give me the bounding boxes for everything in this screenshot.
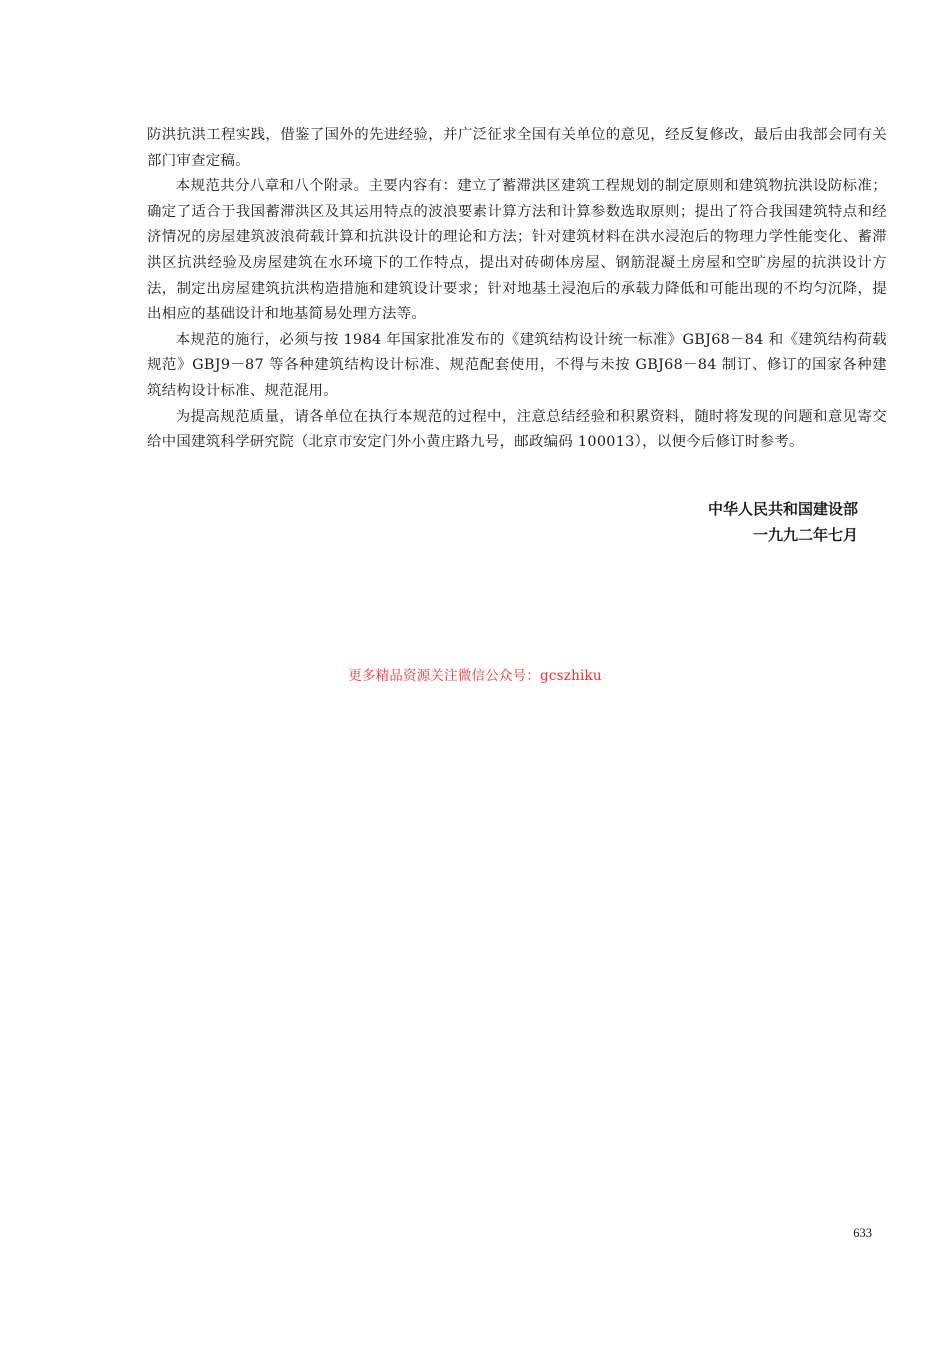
body-text xyxy=(147,123,887,456)
watermark-text: 更多精品资源关注微信公众号：gcszhiku xyxy=(348,668,602,684)
paragraph-content-summary: 本规范共分八章和八个附录。主要内容有：建立了蓄滞洪区建筑工程规划的制定原则和建筑物抗洪设防标准；确定了适合于我国蓄滞洪区及其运用特点的波浪要素计算方法和计算参数选取原则；提出了符合我国建筑特点和经济情况的房屋建筑波浪荷载计算和抗洪设计的理论和方法；针对建筑材料在洪水浸泡后的物理力学性能变化、蓄滞洪区抗洪经验及房屋建筑在水环境下的工作特点，提出对砖砌体房屋、钢筋混凝土房屋和空旷房屋的抗洪设计方法，制定出房屋建筑抗洪构造措施和建筑设计要求；针对地基土浸泡后的承载力降低和可能出现的不均匀沉降，提出相应的基础设计和地基简易处理方法等。 xyxy=(147,178,887,323)
issue-date: 一九九二年七月 xyxy=(752,526,858,544)
paragraph-continuation: 防洪抗洪工程实践，借鉴了国外的先进经验，并广泛征求全国有关单位的意见，经反复修改，最后由我部会同有关部门审查定稿。 xyxy=(147,127,887,169)
signature-block xyxy=(708,496,858,548)
issuer-name: 中华人民共和国建设部 xyxy=(707,500,858,518)
page-number: 633 xyxy=(853,1226,872,1240)
paragraph-implementation: 本规范的施行，必须与按 1984 年国家批准发布的《建筑结构设计统一标准》GBJ68－84 和《建筑结构荷载规范》GBJ9－87 等各种建筑结构设计标准、规范配套使用，不得与未按 GBJ68－84 制订、修订的国家各种建筑结构设计标准、规范混用。 xyxy=(147,331,887,399)
paragraph-feedback: 为提高规范质量，请各单位在执行本规范的过程中，注意总结经验和积累资料，随时将发现的问题和意见寄交给中国建筑科学研究院（北京市安定门外小黄庄路九号，邮政编码 100013），以便今后修订时参考。 xyxy=(147,408,887,451)
